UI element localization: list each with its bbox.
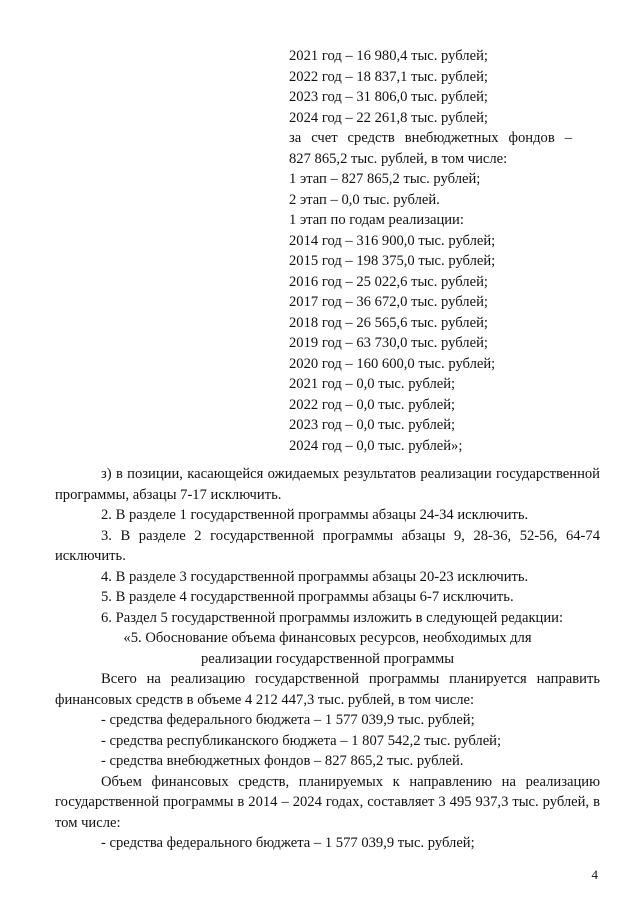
funding-line: 827 865,2 тыс. рублей, в том числе: [289, 150, 508, 167]
funding-line: 2018 год – 26 565,6 тыс. рублей; [289, 314, 488, 331]
funding-line: 2017 год – 36 672,0 тыс. рублей; [289, 294, 488, 310]
page-number: 4 [591, 867, 598, 882]
funding-line: 2020 год – 160 600,0 тыс. рублей; [289, 355, 496, 372]
funding-line: 2014 год – 316 900,0 тыс. рублей; [289, 232, 496, 249]
funding-line: 2021 год – 16 980,4 тыс. рублей; [289, 48, 488, 64]
paragraph: Всего на реализацию государственной программы планируется направить финансовых средств в объеме 4 212 447,3 тыс. рублей, в том числе: [55, 671, 600, 708]
list-item: - средства федерального бюджета – 1 577 039,9 тыс. рублей; [101, 835, 475, 851]
section-heading: реализации государственной программы [200, 650, 455, 667]
paragraph: 6. Раздел 5 государственной программы изложить в следующей редакции: [101, 609, 564, 626]
paragraph: Объем финансовых средств, планируемых к направлению на реализацию государственной программы в 2014 – 2024 годах, составляет 3 495 937,3 тыс. рублей, в том числе: [55, 773, 600, 831]
funding-line: 1 этап по годам реализации: [289, 212, 464, 228]
funding-line: 2022 год – 18 837,1 тыс. рублей; [289, 68, 488, 85]
funding-by-year-column [289, 46, 589, 456]
funding-line: 2023 год – 0,0 тыс. рублей; [289, 417, 456, 433]
paragraph: 4. В разделе 3 государственной программы абзацы 20-23 исключить. [101, 568, 529, 585]
list-item: - средства федерального бюджета – 1 577 039,9 тыс. рублей; [101, 712, 475, 728]
funding-line: 1 этап – 827 865,2 тыс. рублей; [289, 171, 481, 187]
list-item: - средства внебюджетных фондов – 827 865,2 тыс. рублей. [101, 753, 464, 769]
paragraph: 3. В разделе 2 государственной программы абзацы 9, 28-36, 52-56, 64-74 исключить. [55, 527, 600, 564]
paragraph: 5. В разделе 4 государственной программы абзацы 6-7 исключить. [101, 589, 514, 605]
section-heading: «5. Обоснование объема финансовых ресурсов, необходимых для [123, 630, 532, 646]
funding-line: 2024 год – 0,0 тыс. рублей»; [289, 437, 463, 454]
document-body [55, 464, 600, 854]
funding-line: 2022 год – 0,0 тыс. рублей; [289, 396, 456, 413]
funding-line: 2019 год – 63 730,0 тыс. рублей; [289, 335, 488, 351]
funding-line: за счет средств внебюджетных фондов – [289, 130, 572, 146]
funding-line: 2016 год – 25 022,6 тыс. рублей; [289, 273, 488, 290]
funding-line: 2023 год – 31 806,0 тыс. рублей; [289, 89, 488, 105]
paragraph: з) в позиции, касающейся ожидаемых результатов реализации государственной программы, абзацы 7-17 исключить. [55, 466, 600, 503]
funding-line: 2024 год – 22 261,8 тыс. рублей; [289, 109, 488, 126]
list-item: - средства республиканского бюджета – 1 807 542,2 тыс. рублей; [101, 732, 502, 749]
funding-line: 2 этап – 0,0 тыс. рублей. [289, 191, 440, 208]
funding-line: 2021 год – 0,0 тыс. рублей; [289, 376, 456, 392]
paragraph: 2. В разделе 1 государственной программы абзацы 24-34 исключить. [101, 507, 529, 523]
funding-line: 2015 год – 198 375,0 тыс. рублей; [289, 253, 496, 269]
